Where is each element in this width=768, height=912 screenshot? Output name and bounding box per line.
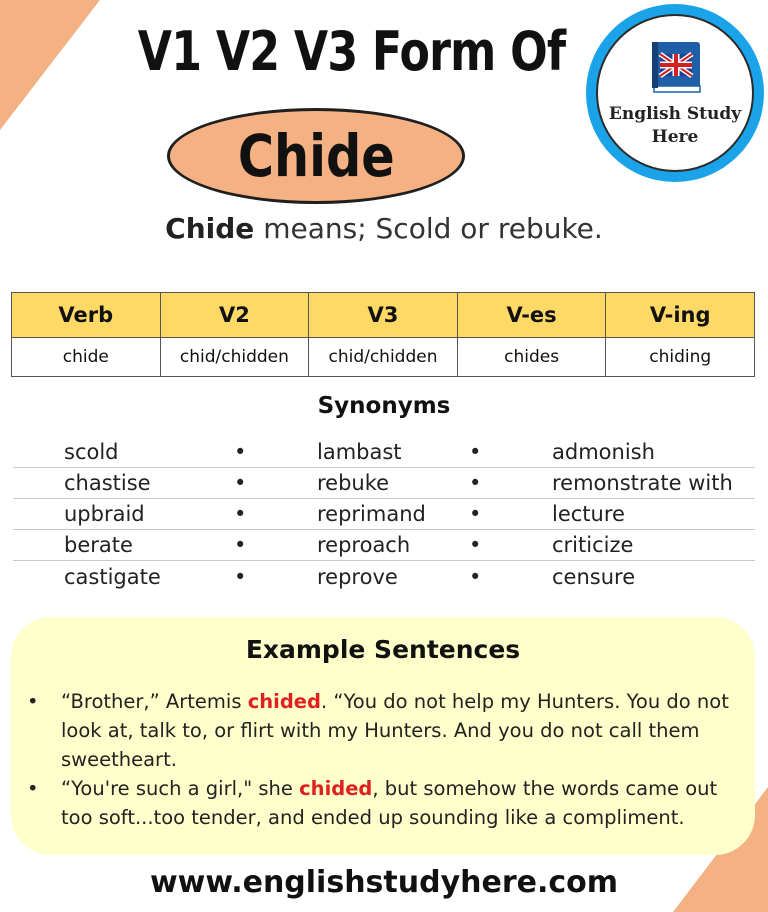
table-header-row [12,293,755,338]
synonym-item: • lambast [266,440,501,464]
table-cell: chide [12,338,161,377]
examples-heading: Example Sentences [245,635,521,664]
synonym-item: • reproach [266,533,501,557]
example-highlight: chided [247,690,321,713]
synonym-item: • rebuke [266,471,501,495]
synonym-item: • berate [13,533,266,557]
example-text: , but somehow the words came out too soft...too tender, and ended up sounding like a compliment. [61,777,718,829]
example-text: “Brother,” Artemis [61,690,248,713]
example-text: . “You do not help my Hunters. You do not look at, talk to, or flirt with my Hunters. And you do not call them sweetheart. [61,690,729,771]
synonym-item: • castigate [13,565,266,589]
corner-decoration-top-left [0,0,100,130]
synonym-row [13,468,755,499]
example-sentence [11,687,755,774]
synonym-row [13,437,755,468]
example-sentences-panel [11,617,755,855]
table-header-cell: V3 [309,293,458,338]
book-flag-icon [650,38,704,96]
logo-text-line2: Here [651,127,699,147]
synonym-item: • admonish [501,440,755,464]
synonym-row [13,561,755,592]
table-cell: chides [457,338,606,377]
logo-inner [596,14,754,172]
example-sentence [11,774,755,832]
table-header-cell: V-ing [606,293,755,338]
synonym-item: • reprove [266,565,501,589]
logo-text-line1: English Study [608,104,742,124]
example-text: “You're such a girl," she [61,777,300,800]
meaning-line [0,212,768,245]
synonyms-list [13,437,755,592]
table-cell: chiding [606,338,755,377]
verb-oval [167,108,465,204]
table-header-cell: V2 [160,293,309,338]
table-header-cell: Verb [12,293,161,338]
synonym-item: • remonstrate with [501,471,755,495]
synonym-item: • censure [501,565,755,589]
synonym-item: • criticize [501,533,755,557]
verb-forms-table [11,292,755,377]
synonym-item: • chastise [13,471,266,495]
synonym-row [13,530,755,561]
table-header-cell: V-es [457,293,606,338]
synonym-item: • reprimand [266,502,501,526]
synonym-item: • scold [13,440,266,464]
meaning-word: Chide [165,212,255,245]
synonyms-heading: Synonyms [317,393,451,419]
table-cell: chid/chidden [309,338,458,377]
site-logo[interactable] [586,4,764,182]
table-row [12,338,755,377]
page-title: V1 V2 V3 Form Of [137,20,566,83]
synonym-item: • upbraid [13,502,266,526]
synonym-item: • lecture [501,502,755,526]
meaning-text: means; Scold or rebuke. [254,212,603,245]
table-cell: chid/chidden [160,338,309,377]
example-highlight: chided [299,777,373,800]
website-link[interactable]: www.englishstudyhere.com [149,865,619,900]
synonym-row [13,499,755,530]
verb-heading: Chide [237,122,395,190]
examples-list [11,687,755,832]
